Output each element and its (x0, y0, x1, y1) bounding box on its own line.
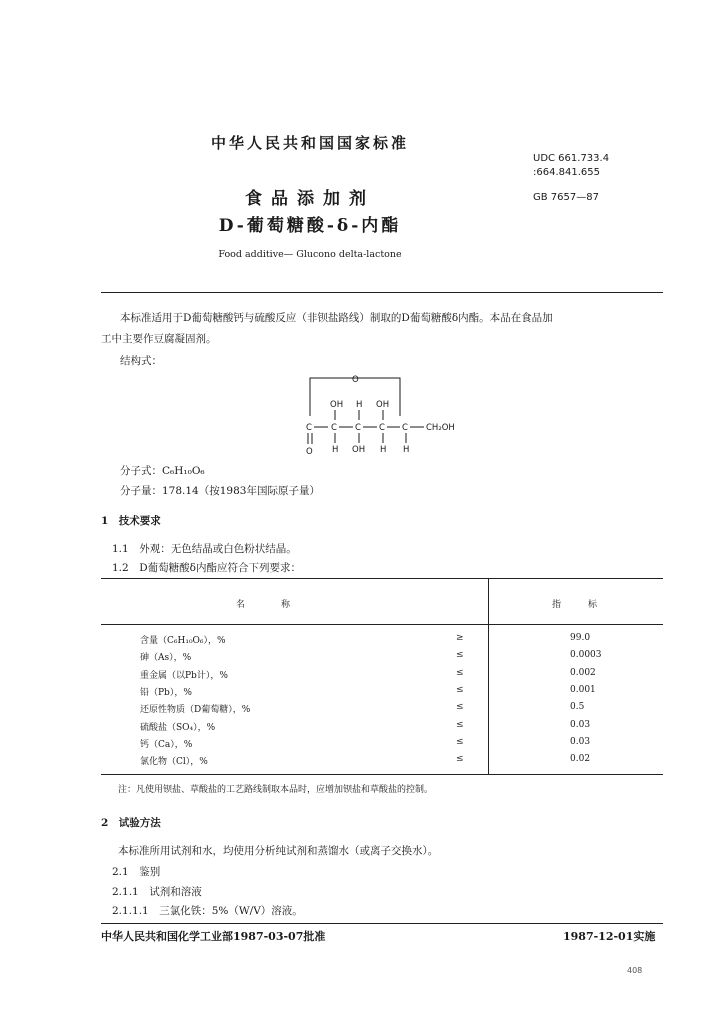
table-header-index: 指 标 (552, 600, 598, 610)
section-2-1-1: 2.1.1 试剂和溶液 (112, 886, 202, 898)
molecular-formula: 分子式：C₆H₁₀O₆ (120, 465, 205, 477)
table-note: 注：凡使用钡盐、草酸盐的工艺路线制取本品时，应增加钡盐和草酸盐的控制。 (118, 785, 434, 795)
hydroxymethyl: CH₂OH (426, 423, 455, 433)
document-subtitle: D-葡萄糖酸-δ-内酯 (218, 216, 402, 236)
table-cell-name: 硫酸盐（SO₄），% (140, 723, 216, 733)
table-cell-name: 重金属（以Pb计），% (140, 671, 228, 681)
table-cell-name: 钙（Ca），% (140, 740, 193, 750)
section-2-intro: 本标准所用试剂和水，均使用分析纯试剂和蒸馏水（或离子交换水）。 (118, 845, 439, 857)
effective-date: 1987-12-01实施 (563, 930, 656, 943)
table-header-rule (101, 624, 663, 625)
table-cell-relation: ≤ (456, 737, 464, 747)
hydroxyl-1: OH (330, 400, 344, 410)
table-cell-name: 含量（C₆H₁₀O₆），% (140, 636, 226, 646)
table-cell-value: 0.03 (570, 720, 591, 730)
gb-code: GB 7657—87 (533, 192, 599, 203)
table-column-divider (488, 578, 489, 774)
table-cell-relation: ≤ (456, 650, 464, 660)
table-cell-value: 0.002 (570, 668, 596, 678)
table-cell-name: 砷（As），% (140, 653, 192, 663)
hydrogen-4: H (403, 445, 410, 455)
table-cell-relation: ≤ (456, 754, 464, 764)
table-cell-value: 0.0003 (570, 650, 602, 660)
hydrogen-1: H (356, 400, 363, 410)
table-cell-name: 氯化物（Cl），% (140, 757, 208, 767)
section-2-title: 2 试验方法 (101, 817, 161, 829)
structure-label: 结构式： (120, 355, 162, 367)
table-cell-relation: ≤ (456, 668, 464, 678)
section-1-1: 1.1 外观：无色结晶或白色粉状结晶。 (112, 543, 297, 555)
english-title: Food additive— Glucono delta-lactone (218, 249, 402, 260)
carbon-2: C (331, 423, 337, 433)
molecular-weight: 分子量：178.14（按1983年国际原子量） (120, 485, 320, 497)
table-cell-value: 99.0 (570, 633, 591, 643)
udc-code-line1: UDC 661.733.4 (533, 153, 610, 164)
table-cell-value: 0.001 (570, 685, 596, 695)
document-title: 食品添加剂 (245, 189, 375, 209)
hydrogen-3: H (380, 445, 387, 455)
carbon-3: C (355, 423, 361, 433)
footer-divider (101, 923, 663, 924)
hydroxyl-2: OH (376, 400, 390, 410)
hydroxyl-3: OH (352, 445, 366, 455)
standard-title: 中华人民共和国国家标准 (210, 134, 409, 152)
carbon-4: C (379, 423, 385, 433)
section-2-1: 2.1 鉴别 (112, 866, 161, 878)
carbonyl-oxygen: O (306, 447, 313, 457)
table-cell-value: 0.03 (570, 737, 591, 747)
table-cell-value: 0.5 (570, 702, 585, 712)
table-header-name: 名 称 (236, 600, 291, 610)
table-cell-relation: ≤ (456, 702, 464, 712)
intro-line-1: 本标准适用于D葡萄糖酸钙与硫酸反应（非钡盐路线）制取的D葡萄糖酸δ内酯。本品在食品加 (120, 312, 553, 324)
udc-code-line2: :664.841.655 (533, 167, 600, 178)
table-cell-relation: ≤ (456, 685, 464, 695)
table-cell-value: 0.02 (570, 754, 591, 764)
structural-formula (300, 368, 500, 458)
table-cell-name: 还原性物质（D葡萄糖），% (140, 705, 251, 715)
hydrogen-2: H (332, 445, 339, 455)
section-1-2: 1.2 D葡萄糖酸δ内酯应符合下列要求： (112, 562, 301, 574)
table-cell-relation: ≤ (456, 720, 464, 730)
carbon-1: C (306, 423, 312, 433)
table-cell-relation: ≥ (456, 633, 464, 643)
table-bottom-rule (101, 774, 663, 775)
approval-info: 中华人民共和国化学工业部1987-03-07批准 (101, 930, 326, 943)
table-cell-name: 铅（Pb），% (140, 688, 192, 698)
header-divider (101, 292, 663, 293)
section-2-1-1-1: 2.1.1.1 三氯化铁：5%（W/V）溶液。 (112, 905, 303, 917)
intro-line-2: 工中主要作豆腐凝固剂。 (101, 333, 217, 345)
ring-oxygen: O (352, 375, 359, 385)
section-1-title: 1 技术要求 (101, 515, 161, 527)
table-top-rule (101, 578, 663, 579)
carbon-5: C (402, 423, 408, 433)
page-number: 408 (627, 966, 643, 975)
